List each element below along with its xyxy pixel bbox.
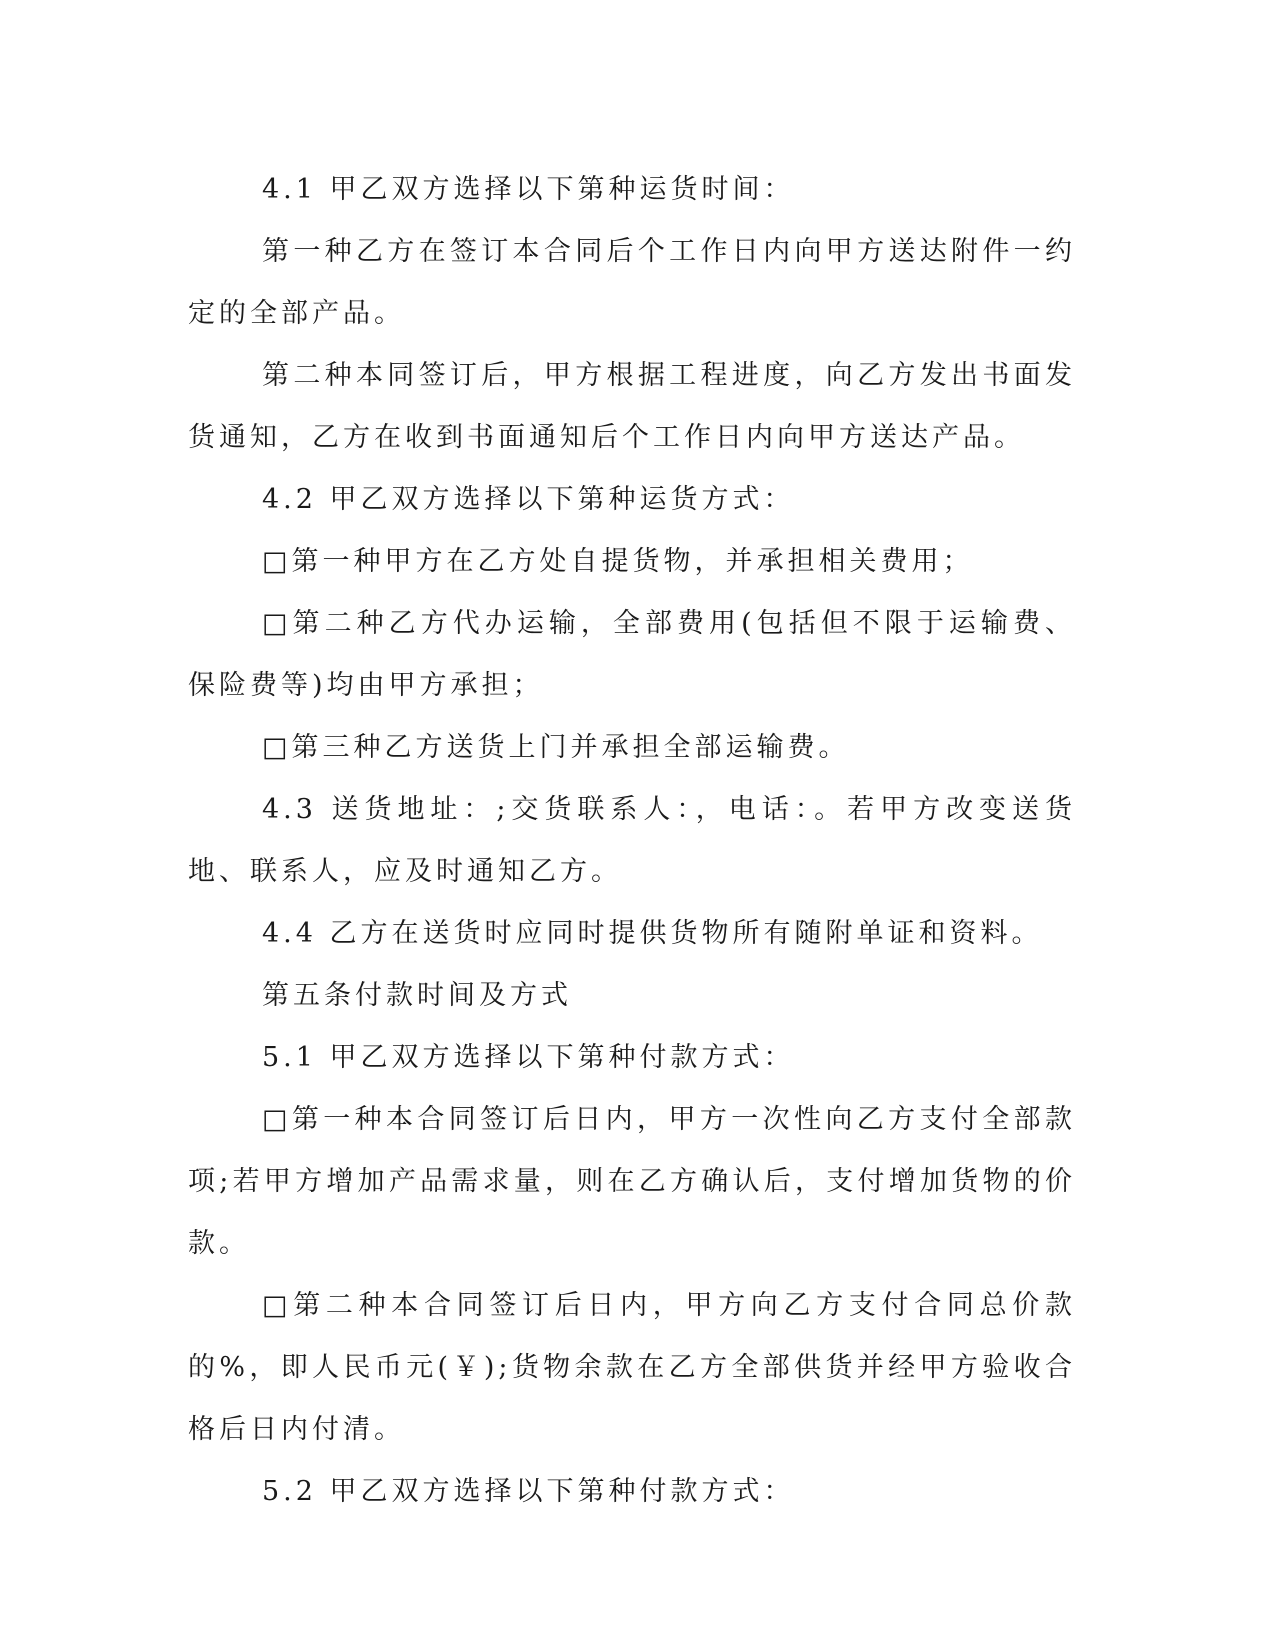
paragraph-payment-option-1: □第一种本合同签订后日内，甲方一次性向乙方支付全部款项;若甲方增加产品需求量，则在乙方确认后，支付增加货物的价款。 [188, 1104, 1076, 1259]
section-heading-article-5: 第五条付款时间及方式 [262, 980, 572, 1011]
paragraph-5-2: 5.2 甲乙双方选择以下第种付款方式： [262, 1476, 795, 1507]
paragraph-transport-option-1: □第一种甲方在乙方处自提货物，并承担相关费用； [262, 546, 974, 577]
paragraph-4-4: 4.4 乙方在送货时应同时提供货物所有随附单证和资料。 [262, 918, 1043, 949]
paragraph-delivery-option-2: 第二种本同签订后，甲方根据工程进度，向乙方发出书面发货通知，乙方在收到书面通知后个工作日内向甲方送达产品。 [188, 360, 1076, 453]
paragraph-4-1: 4.1 甲乙双方选择以下第种运货时间： [262, 174, 795, 205]
paragraph-4-3: 4.3 送货地址：;交货联系人：，电话：。若甲方改变送货地、联系人，应及时通知乙方。 [188, 794, 1076, 887]
paragraph-delivery-option-1: 第一种乙方在签订本合同后个工作日内向甲方送达附件一约定的全部产品。 [188, 236, 1076, 329]
document-body [188, 159, 1076, 1523]
paragraph-transport-option-3: □第三种乙方送货上门并承担全部运输费。 [262, 732, 850, 763]
paragraph-4-2: 4.2 甲乙双方选择以下第种运货方式： [262, 484, 795, 515]
paragraph-5-1: 5.1 甲乙双方选择以下第种付款方式： [262, 1042, 795, 1073]
paragraph-payment-option-2: □第二种本合同签订后日内，甲方向乙方支付合同总价款的%，即人民币元(￥);货物余款在乙方全部供货并经甲方验收合格后日内付清。 [188, 1290, 1076, 1445]
paragraph-transport-option-2: □第二种乙方代办运输，全部费用(包括但不限于运输费、保险费等)均由甲方承担； [188, 608, 1076, 701]
